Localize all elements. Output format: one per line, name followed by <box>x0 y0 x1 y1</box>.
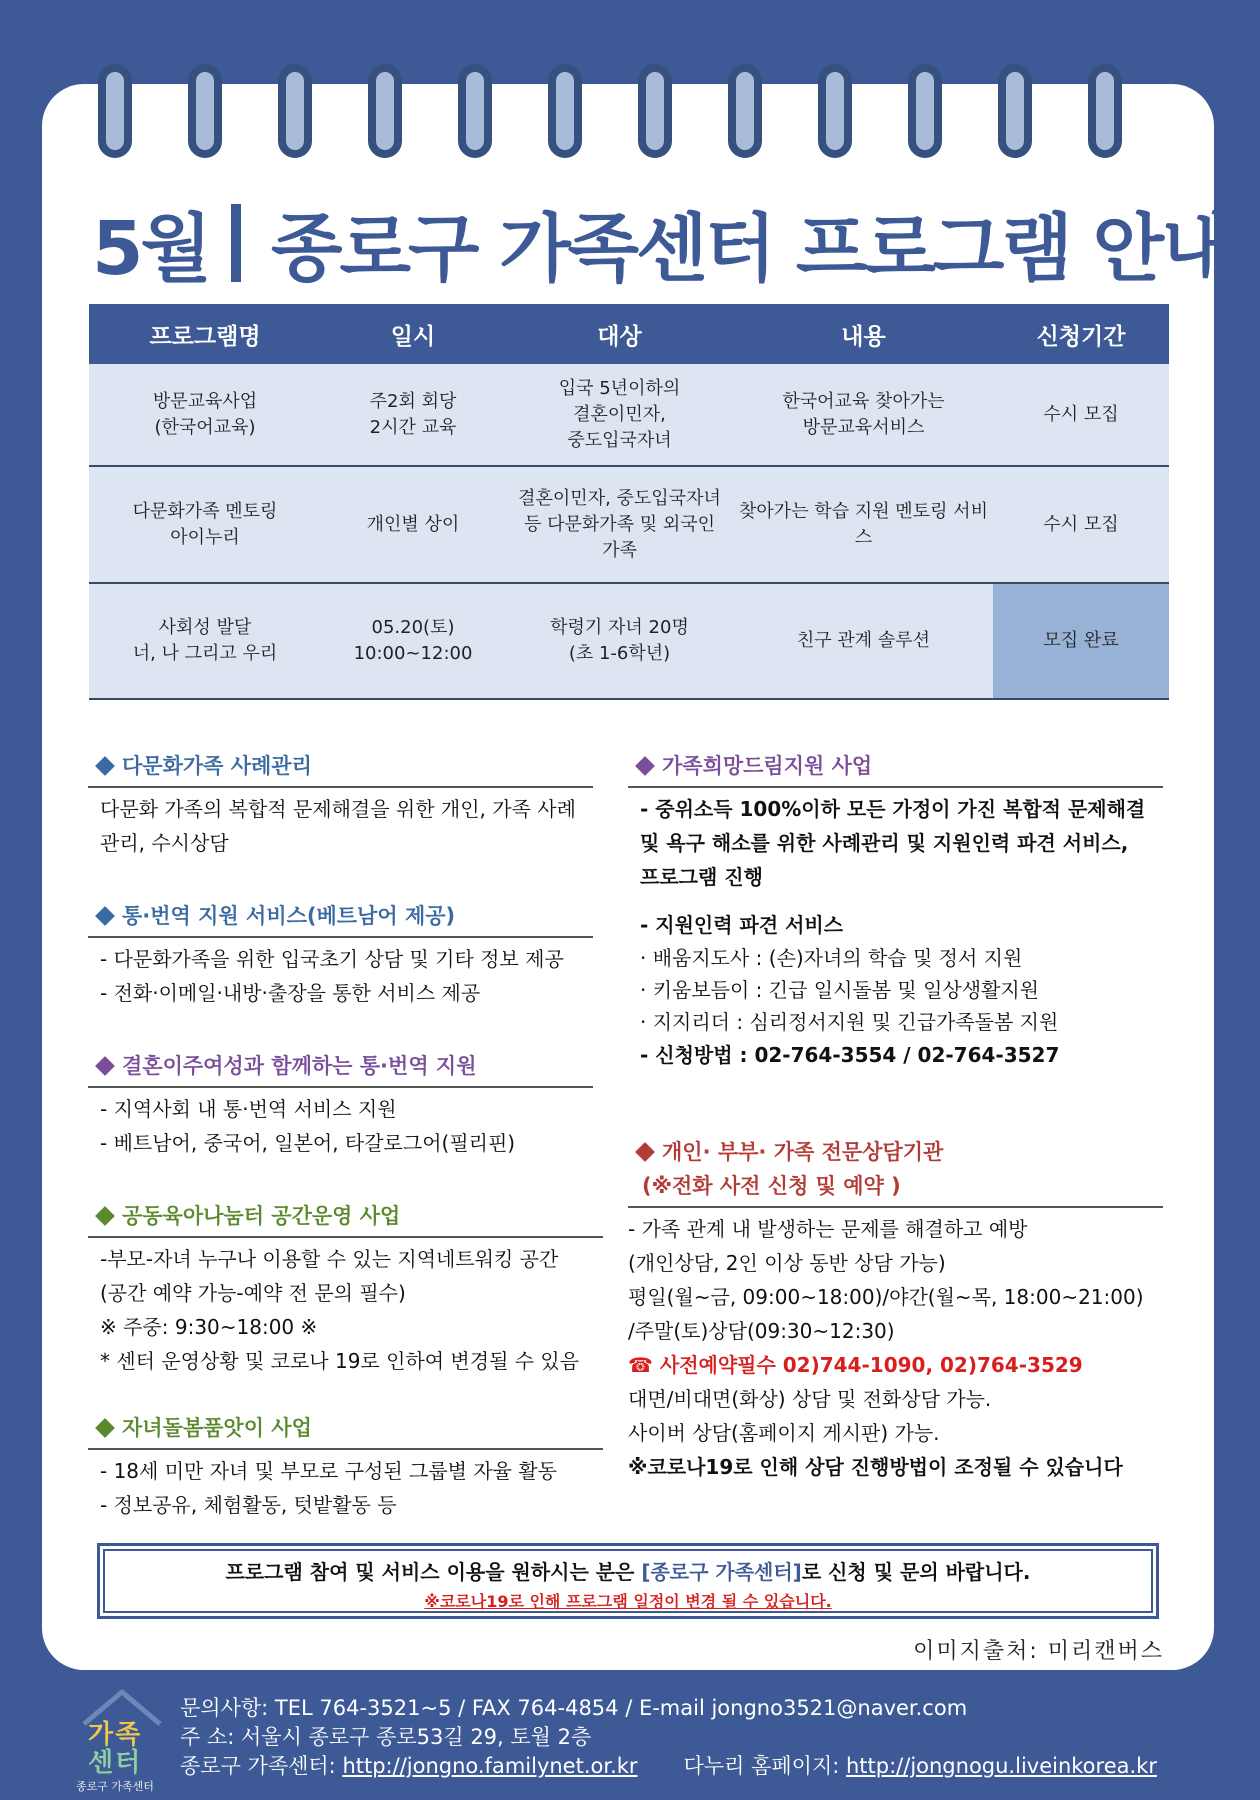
image-credit: 이미지출처: 미리캔버스 <box>913 1639 1164 1664</box>
notice-text: 로 신청 및 문의 바랍니다. <box>801 1560 1031 1584</box>
center-logo <box>76 1686 168 1793</box>
logo-text-top: 가족 <box>88 1720 143 1750</box>
calendar-rings <box>42 64 1214 160</box>
section-title-text: 가족희망드림지원 사업 <box>662 754 873 778</box>
cell-date: 개인별 상이 <box>321 466 505 583</box>
section-body <box>628 788 1163 1072</box>
diamond-icon <box>635 1142 655 1162</box>
section-body <box>88 1088 593 1160</box>
title-month: 5월 <box>92 206 209 292</box>
diamond-icon <box>95 756 115 776</box>
section-line: 프로그램 진행 <box>640 865 763 889</box>
section-child-care <box>88 1412 603 1522</box>
page-title <box>92 190 1230 296</box>
section-line: · 지지리더 : 심리정서지원 및 긴급가족돌봄 지원 <box>640 1010 1059 1034</box>
ring <box>728 64 762 158</box>
section-title-text: 자녀돌봄품앗이 사업 <box>122 1416 312 1440</box>
notice-line2: ※코로나19로 인해 프로그램 일정이 변경 될 수 있습니다. <box>424 1592 832 1611</box>
table-row <box>89 583 1169 699</box>
ring <box>548 64 582 158</box>
section-line: 및 욕구 해소를 위한 사례관리 및 지원인력 파견 서비스, <box>640 831 1129 855</box>
footer-address: 주 소: 서울시 종로구 종로53길 29, 토월 2층 <box>180 1725 592 1749</box>
ring <box>98 64 132 158</box>
title-main: 종로구 가족센터 프로그램 안내 <box>270 206 1230 292</box>
section-body <box>88 938 593 1010</box>
notice-box <box>97 1543 1159 1619</box>
apply-method: - 신청방법 : 02-764-3554 / 02-764-3527 <box>640 1043 1060 1067</box>
notice-center-name: [종로구 가족센터] <box>641 1560 802 1584</box>
table-header-row <box>89 304 1169 364</box>
section-title-text: 공동육아나눔터 공간운영 사업 <box>122 1204 401 1228</box>
diamond-icon <box>95 1206 115 1226</box>
header-target: 대상 <box>505 304 734 364</box>
center-site-link[interactable]: http://jongno.familynet.or.kr <box>342 1754 638 1778</box>
ring <box>998 64 1032 158</box>
cell-content: 한국어교육 찾아가는 방문교육서비스 <box>734 364 993 466</box>
cell-period-closed: 모집 완료 <box>993 583 1169 699</box>
section-title <box>628 750 1163 788</box>
footer-contact: 문의사항: TEL 764-3521~5 / FAX 764-4854 / E-mail jongno3521@naver.com <box>180 1696 968 1720</box>
ring <box>368 64 402 158</box>
ring <box>908 64 942 158</box>
section-multicultural <box>88 750 593 860</box>
notice-text: 프로그램 참여 및 서비스 이용을 원하시는 분은 <box>225 1560 642 1584</box>
section-line: (공간 예약 가능-예약 전 문의 필수) <box>100 1281 406 1305</box>
section-title <box>88 1200 603 1238</box>
diamond-icon <box>95 906 115 926</box>
section-line: 다문화 가족의 복합적 문제해결을 위한 개인, 가족 사례 <box>100 797 576 821</box>
section-title <box>88 900 593 938</box>
section-body <box>88 788 593 860</box>
section-title <box>88 750 593 788</box>
cell-date: 05.20(토) 10:00~12:00 <box>321 583 505 699</box>
section-line: /주말(토)상담(09:30~12:30) <box>628 1319 895 1343</box>
section-line: - 중위소득 100%이하 모든 가정이 가진 복합적 문제해결 <box>640 797 1146 821</box>
section-title-text: 개인· 부부· 가족 전문상담기관 <box>662 1140 944 1164</box>
footer <box>0 1676 1260 1800</box>
logo-caption: 종로구 가족센터 <box>76 1780 154 1793</box>
section-title-text: 통·번역 지원 서비스(베트남어 제공) <box>122 904 456 928</box>
diamond-icon <box>95 1056 115 1076</box>
section-line: - 정보공유, 체험활동, 텃밭활동 등 <box>100 1493 397 1517</box>
header-program: 프로그램명 <box>89 304 321 364</box>
title-divider <box>231 204 241 282</box>
section-line: - 베트남어, 중국어, 일본어, 타갈로그어(필리핀) <box>100 1131 516 1155</box>
header-date: 일시 <box>321 304 505 364</box>
section-childcare-space <box>88 1200 603 1378</box>
section-line: · 키움보듬이 : 긴급 일시돌봄 및 일상생활지원 <box>640 978 1039 1002</box>
ring <box>1088 64 1122 158</box>
program-table <box>89 304 1169 700</box>
section-line: * 센터 운영상황 및 코로나 19로 인하여 변경될 수 있음 <box>100 1349 580 1373</box>
footer-links <box>180 1752 1157 1781</box>
danuri-label: 다누리 홈페이지: <box>683 1754 846 1778</box>
section-title <box>628 1136 1163 1166</box>
section-line: 평일(월~금, 09:00~18:00)/야간(월~목, 18:00~21:00) <box>628 1285 1144 1309</box>
cell-program: 방문교육사업 (한국어교육) <box>89 364 321 466</box>
section-body <box>88 1450 603 1522</box>
header-period: 신청기간 <box>993 304 1169 364</box>
section-line: 사이버 상담(홈페이지 게시판) 가능. <box>628 1421 940 1445</box>
table-row <box>89 466 1169 583</box>
section-title <box>88 1050 593 1088</box>
section-hope-dream <box>628 750 1163 1072</box>
logo-text-bottom: 센터 <box>88 1748 143 1778</box>
section-translation <box>88 900 593 1010</box>
section-body <box>88 1238 603 1378</box>
site-label: 종로구 가족센터: <box>180 1754 343 1778</box>
cell-date: 주2회 회당 2시간 교육 <box>321 364 505 466</box>
header-content: 내용 <box>734 304 993 364</box>
cell-program: 다문화가족 멘토링 아이누리 <box>89 466 321 583</box>
cell-content: 찾아가는 학습 지원 멘토링 서비스 <box>734 466 993 583</box>
cell-content: 친구 관계 솔루션 <box>734 583 993 699</box>
cell-period: 수시 모집 <box>993 466 1169 583</box>
cell-period: 수시 모집 <box>993 364 1169 466</box>
section-body <box>628 1208 1163 1484</box>
section-line: - 전화·이메일·내방·출장을 통한 서비스 제공 <box>100 981 481 1005</box>
notice-line1 <box>100 1556 1156 1585</box>
section-line: - 지역사회 내 통·번역 서비스 지원 <box>100 1097 397 1121</box>
ring <box>188 64 222 158</box>
cell-target: 입국 5년이하의 결혼이민자, 중도입국자녀 <box>505 364 734 466</box>
ring <box>458 64 492 158</box>
cell-program: 사회성 발달 너, 나 그리고 우리 <box>89 583 321 699</box>
reservation-phone: ☎ 사전예약필수 02)744-1090, 02)764-3529 <box>628 1353 1083 1377</box>
section-title <box>88 1412 603 1450</box>
section-line: · 배움지도사 : (손)자녀의 학습 및 정서 지원 <box>640 946 1023 970</box>
section-line: 대면/비대면(화상) 상담 및 전화상담 가능. <box>628 1387 992 1411</box>
cell-target: 학령기 자녀 20명 (초 1-6학년) <box>505 583 734 699</box>
section-line: (개인상담, 2인 이상 동반 상담 가능) <box>628 1251 946 1275</box>
section-line: - 다문화가족을 위한 입국초기 상담 및 기타 정보 제공 <box>100 947 564 971</box>
section-marriage-women <box>88 1050 593 1160</box>
section-line: -부모-자녀 누구나 이용할 수 있는 지역네트워킹 공간 <box>100 1247 559 1271</box>
section-title-text: 다문화가족 사례관리 <box>122 754 312 778</box>
section-subtitle: - 지원인력 파견 서비스 <box>640 913 844 937</box>
covid-note: ※코로나19로 인해 상담 진행방법이 조정될 수 있습니다 <box>628 1455 1123 1479</box>
section-counseling <box>628 1136 1163 1484</box>
section-line: - 18세 미만 자녀 및 부모로 구성된 그룹별 자율 활동 <box>100 1459 557 1483</box>
diamond-icon <box>635 756 655 776</box>
ring <box>818 64 852 158</box>
section-subtitle: (※전화 사전 신청 및 예약 ) <box>628 1166 1163 1208</box>
section-line: ※ 주중: 9:30~18:00 ※ <box>100 1315 318 1339</box>
footer-info <box>180 1694 1157 1781</box>
table-row <box>89 364 1169 466</box>
section-title-text: 결혼이주여성과 함께하는 통·번역 지원 <box>122 1054 477 1078</box>
section-line: 관리, 수시상담 <box>100 831 229 855</box>
ring <box>638 64 672 158</box>
ring <box>278 64 312 158</box>
diamond-icon <box>95 1418 115 1438</box>
danuri-site-link[interactable]: http://jongnogu.liveinkorea.kr <box>845 1754 1157 1778</box>
cell-target: 결혼이민자, 중도입국자녀 등 다문화가족 및 외국인 가족 <box>505 466 734 583</box>
section-line: - 가족 관계 내 발생하는 문제를 해결하고 예방 <box>628 1217 1028 1241</box>
